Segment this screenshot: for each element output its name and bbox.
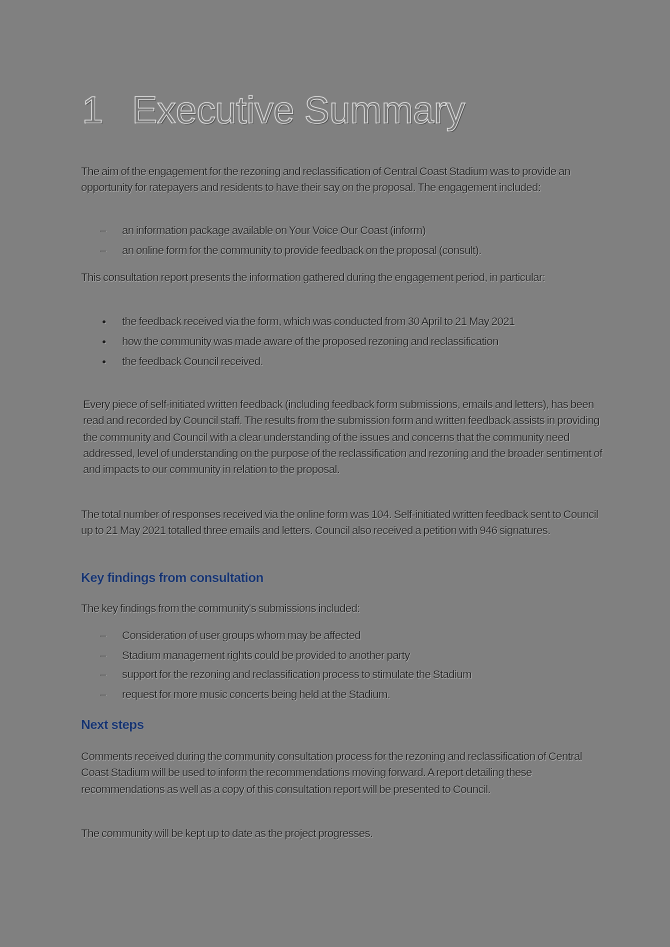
intro-paragraph: The aim of the engagement for the rezoning and reclassification of Central Coast Stadium was to provide an opportunity for ratepayers and residents to have their say on the proposal. The engagement included:: [81, 166, 571, 195]
list-item: – an online form for the community to provide feedback on the proposal (consult).: [100, 242, 600, 262]
list-item: • the feedback received via the form, which was conducted from 30 April to 21 May 2021: [100, 314, 600, 333]
feedback-section: [83, 397, 603, 478]
page-title: [82, 86, 465, 136]
next-steps-section: [81, 749, 601, 798]
list-item: – Stadium management rights could be provided to another party: [100, 647, 600, 667]
section-title: Executive Summary: [132, 90, 465, 132]
list-item: – support for the rezoning and reclassification process to stimulate the Stadium: [100, 666, 600, 686]
feedback-paragraph: Every piece of self-initiated written feedback (including feedback form submissions, emails and letters), has been read and recorded by Council staff. The results from the submission form and written feedback assists in providing the community and Council with a clear understanding of the issues and concerns that the community need addressed, level of understanding on the purpose of the reclassification and rezoning and the broader sentiment of and impacts to our community in relation to the proposal.: [83, 399, 603, 477]
list-item: • the feedback Council received.: [100, 353, 600, 373]
key-findings-intro-section: [81, 601, 601, 617]
key-findings-intro: The key findings from the community's submissions included:: [81, 603, 360, 615]
closing-section: [81, 826, 601, 842]
list-item: • how the community was made aware of the proposed rezoning and reclassification: [100, 333, 600, 353]
list-item: – Consideration of user groups whom may be affected: [100, 627, 600, 647]
list-item: – an information package available on Your Voice Our Coast (inform): [100, 222, 600, 242]
report-paragraph: This consultation report presents the information gathered during the engagement period, in particular:: [81, 272, 546, 284]
next-steps-paragraph: Comments received during the community consultation process for the rezoning and reclassification of Central Coast Stadium will be used to inform the recommendations moving forward. A report detailing these recommendations as well as a copy of this consultation report will be presented to Council.: [81, 751, 583, 796]
section-number: 1: [82, 90, 103, 132]
responses-section: [81, 507, 601, 540]
responses-paragraph: The total number of responses received via the online form was 104. Self-initiated written feedback sent to Council up to 21 May 2021 totalled three emails and letters. Council also received a petition with 946 signatures.: [81, 509, 599, 538]
report-section: [81, 270, 601, 286]
intro-section: [81, 164, 601, 197]
engagement-list: [100, 222, 600, 261]
list-item: – request for more music concerts being held at the Stadium.: [100, 686, 600, 706]
next-steps-heading: Next steps: [81, 717, 144, 732]
report-list: [100, 314, 600, 372]
closing-paragraph: The community will be kept up to date as the project progresses.: [81, 828, 373, 840]
key-findings-list: [100, 627, 600, 705]
key-findings-heading: Key findings from consultation: [81, 570, 264, 585]
